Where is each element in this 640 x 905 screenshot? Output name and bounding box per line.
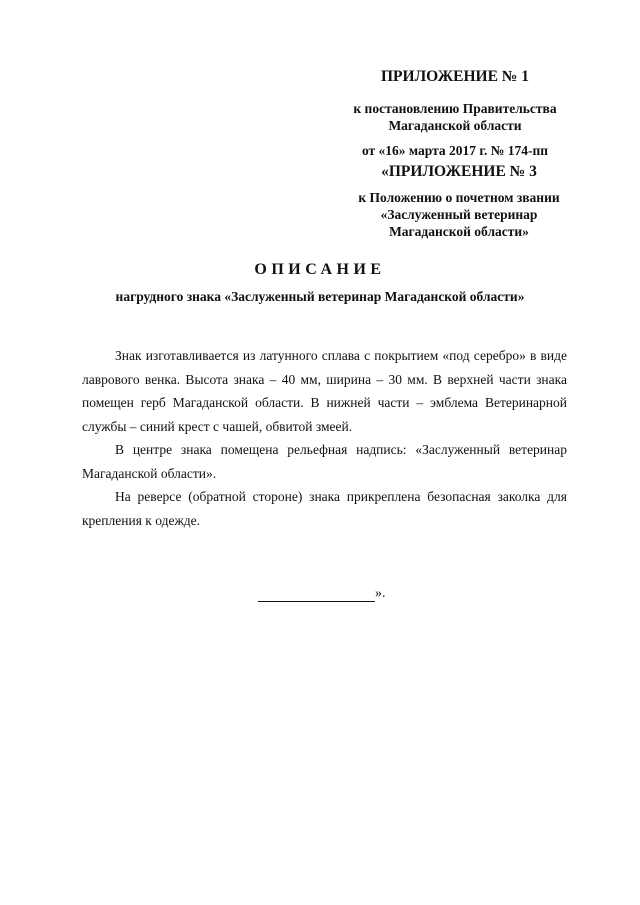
- appendix-3-header: [328, 163, 590, 240]
- document-title: ОПИСАНИЕ: [254, 261, 386, 278]
- signature-underline: [258, 587, 375, 602]
- document-body: [82, 344, 567, 532]
- paragraph-1: Знак изготавливается из латунного сплава с покрытием «под серебро» в виде лаврового венка. Высота знака – 40 мм, ширина – 30 мм. В верхней части знака помещен герб Магаданской области. В нижней части – эмблема Ветеринарной службы – синий крест с чашей, обвитой змеей.: [82, 348, 567, 434]
- appendix-3-line-1: к Положению о почетном звании: [358, 190, 560, 205]
- appendix-1-line-1: к постановлению Правительства: [353, 101, 557, 116]
- appendix-1-header: [330, 68, 580, 159]
- appendix-3-line-3: Магаданской области»: [389, 224, 529, 239]
- appendix-1-date: от «16» марта 2017 г. № 174-пп: [361, 143, 549, 158]
- paragraph-2: В центре знака помещена рельефная надпись: «Заслуженный ветеринар Магаданской области».: [82, 442, 567, 481]
- closing-quote: ».: [375, 586, 386, 601]
- appendix-1-line-2: Магаданской области: [388, 118, 522, 133]
- appendix-3-line-2: «Заслуженный ветеринар: [380, 207, 538, 222]
- document-subtitle: нагрудного знака «Заслуженный ветеринар Магаданской области»: [115, 289, 525, 304]
- closing-line: [258, 586, 386, 602]
- appendix-1-heading: ПРИЛОЖЕНИЕ № 1: [381, 68, 529, 85]
- appendix-3-heading: «ПРИЛОЖЕНИЕ № 3: [381, 163, 537, 180]
- paragraph-3: На реверсе (обратной стороне) знака прикреплена безопасная заколка для крепления к одежде.: [82, 489, 567, 528]
